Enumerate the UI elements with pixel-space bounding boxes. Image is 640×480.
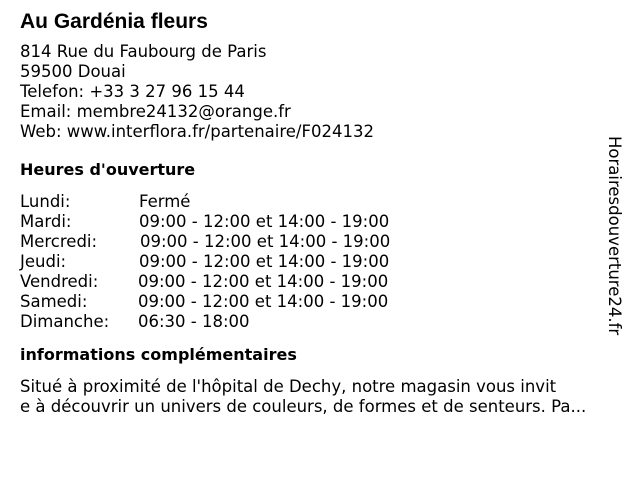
hours-heading: Heures d'ouverture: [20, 160, 196, 179]
time-value: 09:00 - 12:00 et 14:00 - 19:00: [138, 272, 389, 291]
info-line: e à découvrir un univers de couleurs, de formes et de senteurs. Pa...: [20, 397, 587, 416]
time-value: 09:00 - 12:00 et 14:00 - 19:00: [139, 212, 390, 231]
day-label: Dimanche:: [20, 312, 110, 331]
day-label: Vendredi:: [20, 272, 99, 291]
info-line: Situé à proximité de l'hôpital de Dechy, notre magasin vous invit: [20, 377, 557, 396]
time-value: 09:00 - 12:00 et 14:00 - 19:00: [138, 292, 389, 311]
time-value: 06:30 - 18:00: [138, 312, 250, 331]
phone-line: Telefon: +33 3 27 96 15 44: [20, 82, 245, 101]
day-label: Samedi:: [20, 292, 88, 311]
time-value: 09:00 - 12:00 et 14:00 - 19:00: [139, 252, 390, 271]
hours-row-dimanche: [20, 312, 620, 332]
contact-block: [20, 42, 620, 142]
day-label: Mercredi:: [20, 232, 98, 251]
hours-row-lundi: [20, 192, 620, 212]
day-label: Jeudi:: [20, 252, 67, 271]
hours-table: [20, 192, 620, 332]
hours-row-mardi: [20, 212, 620, 232]
hours-row-samedi: [20, 292, 620, 312]
info-heading: informations complémentaires: [20, 345, 297, 364]
hours-row-jeudi: [20, 252, 620, 272]
address-street: 814 Rue du Faubourg de Paris: [20, 42, 267, 61]
hours-row-mercredi: [20, 232, 620, 252]
business-card: [20, 8, 620, 417]
time-value: Fermé: [139, 192, 191, 211]
time-value: 09:00 - 12:00 et 14:00 - 19:00: [140, 232, 391, 251]
web-line: Web: www.interflora.fr/partenaire/F024132: [20, 122, 374, 141]
address-city: 59500 Douai: [20, 62, 126, 81]
watermark-text: Horairesdouverture24.fr: [605, 136, 624, 336]
email-line: Email: membre24132@orange.fr: [20, 102, 291, 121]
day-label: Lundi:: [20, 192, 71, 211]
business-name: Au Gardénia fleurs: [20, 10, 208, 33]
info-description: [20, 377, 620, 417]
day-label: Mardi:: [20, 212, 72, 231]
hours-row-vendredi: [20, 272, 620, 292]
